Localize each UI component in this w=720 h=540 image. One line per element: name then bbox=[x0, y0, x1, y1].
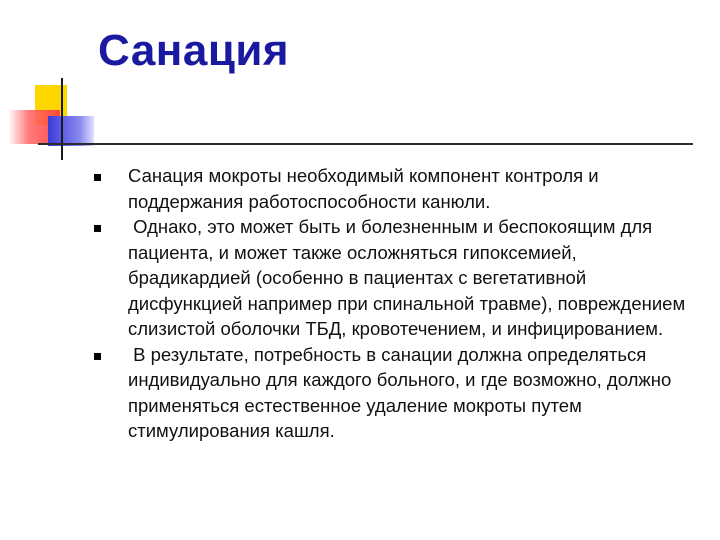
bullet-item bbox=[94, 163, 694, 214]
square-bullet-icon bbox=[94, 353, 101, 360]
square-bullet-icon bbox=[94, 225, 101, 232]
bullet-text: Однако, это может быть и болезненным и беспокоящим для пациента, и может также осложняться гипоксемией, брадикардией (особенно в пациентах с вегетативной дисфункцией например при спинальной травме), повреждением слизистой оболочки ТБД, кровотечением, и инфицированием. bbox=[128, 216, 691, 339]
square-bullet-icon bbox=[94, 174, 101, 181]
bullet-text: Санация мокроты необходимый компонент контроля и поддержания работоспособности канюли. bbox=[128, 165, 599, 212]
bullet-list bbox=[94, 163, 694, 444]
decor-vertical-line bbox=[61, 78, 63, 160]
bullet-item bbox=[94, 342, 694, 444]
bullet-item bbox=[94, 214, 694, 342]
title-divider bbox=[38, 143, 693, 145]
bullet-text: В результате, потребность в санации должна определяться индивидуально для каждого больного, и где возможно, должно применяться естественное удаление мокроты путем стимулирования кашля. bbox=[128, 343, 677, 441]
slide-title: Санация bbox=[98, 26, 290, 75]
decor-blue-bar bbox=[48, 116, 94, 146]
